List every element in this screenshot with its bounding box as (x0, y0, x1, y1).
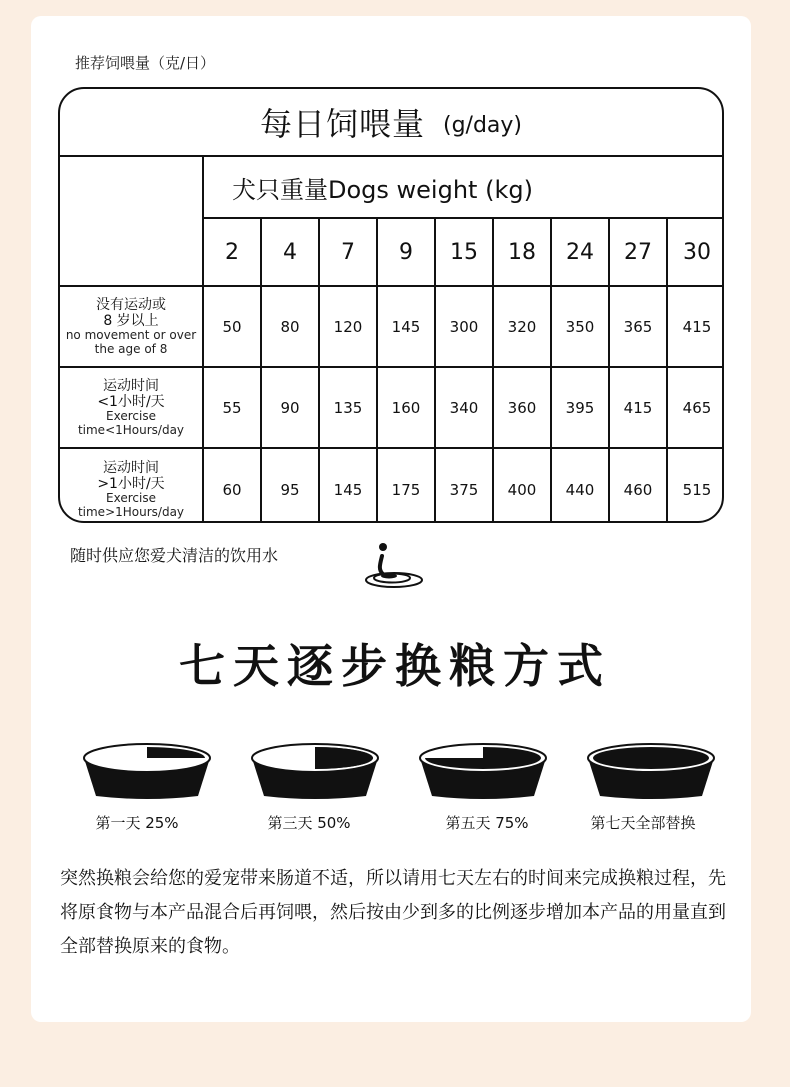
value-cell: 440 (552, 449, 610, 523)
value-cell: 320 (494, 287, 552, 366)
row-label-en: no movement or over the age of 8 (65, 327, 197, 356)
table-title (60, 89, 722, 157)
row-label (60, 449, 204, 523)
value-cell: 95 (262, 449, 320, 523)
feeding-table (58, 87, 724, 523)
stage-caption: 第三天 50% (267, 814, 351, 832)
bowl-icon (82, 742, 212, 800)
weights-row (204, 219, 724, 287)
row-label-en: Exercise time>1Hours/day (77, 490, 185, 519)
water-drop-icon (356, 540, 426, 592)
bowl-icon (418, 742, 548, 800)
value-cell: 395 (552, 368, 610, 447)
value-cell: 460 (610, 449, 668, 523)
weight-cell: 24 (552, 219, 610, 285)
value-cell: 50 (204, 287, 262, 366)
row-label (60, 368, 204, 447)
weight-cell: 27 (610, 219, 668, 285)
value-cell: 515 (682, 480, 712, 499)
weight-cell: 9 (378, 219, 436, 285)
table-title-unit: (g/day) (443, 112, 523, 138)
row-label-zh: 没有运动或 8 岁以上 (96, 296, 166, 329)
bowl-icon (586, 742, 716, 800)
table-row (60, 287, 724, 368)
value-cell: 90 (262, 368, 320, 447)
table-row (60, 449, 724, 523)
value-cell: 400 (494, 449, 552, 523)
weight-cell: 7 (320, 219, 378, 285)
value-cell: 175 (378, 449, 436, 523)
value-cell: 135 (320, 368, 378, 447)
row-label (60, 287, 204, 366)
stage-caption: 第七天全部替换 (590, 814, 696, 832)
table-title-zh: 每日饲喂量 (259, 105, 425, 143)
weight-cell: 2 (204, 219, 262, 285)
switch-title: 七天逐步换粮方式 (179, 639, 611, 693)
value-cell: 375 (436, 449, 494, 523)
switch-instructions: 突然换粮会给您的爱宠带来肠道不适，所以请用七天左右的时间来完成换粮过程，先将原食物与本产品混合后再饲喂，然后按由少到多的比例逐步增加本产品的用量直到全部替换原来的食物。 (60, 868, 726, 957)
value-cell: 415 (682, 317, 712, 336)
stage-caption: 第五天 75% (445, 814, 529, 832)
weight-cell: 30 (683, 239, 711, 265)
recommend-label: 推荐饲喂量（克/日） (75, 54, 216, 72)
value-cell: 365 (610, 287, 668, 366)
value-cell: 350 (552, 287, 610, 366)
table-row (60, 368, 724, 449)
row-label-en: Exercise time<1Hours/day (77, 408, 185, 437)
value-cell: 120 (320, 287, 378, 366)
weight-cell: 18 (494, 219, 552, 285)
weight-header: 犬只重量Dogs weight (kg) (204, 157, 724, 219)
water-note: 随时供应您爱犬清洁的饮用水 (70, 546, 279, 565)
row-label-zh: 运动时间 >1小时/天 (97, 459, 165, 492)
weight-cell: 15 (436, 219, 494, 285)
value-cell: 55 (204, 368, 262, 447)
bowl-icon (250, 742, 380, 800)
value-cell: 360 (494, 368, 552, 447)
value-cell: 145 (320, 449, 378, 523)
value-cell: 160 (378, 368, 436, 447)
value-cell: 300 (436, 287, 494, 366)
value-cell: 80 (262, 287, 320, 366)
stage-caption: 第一天 25% (95, 814, 179, 832)
value-cell: 60 (204, 449, 262, 523)
value-cell: 340 (436, 368, 494, 447)
value-cell: 465 (682, 398, 712, 417)
weight-cell: 4 (262, 219, 320, 285)
value-cell: 145 (378, 287, 436, 366)
food-fill (593, 747, 709, 769)
table-corner (60, 157, 204, 287)
row-label-zh: 运动时间 <1小时/天 (97, 377, 165, 410)
value-cell: 415 (610, 368, 668, 447)
